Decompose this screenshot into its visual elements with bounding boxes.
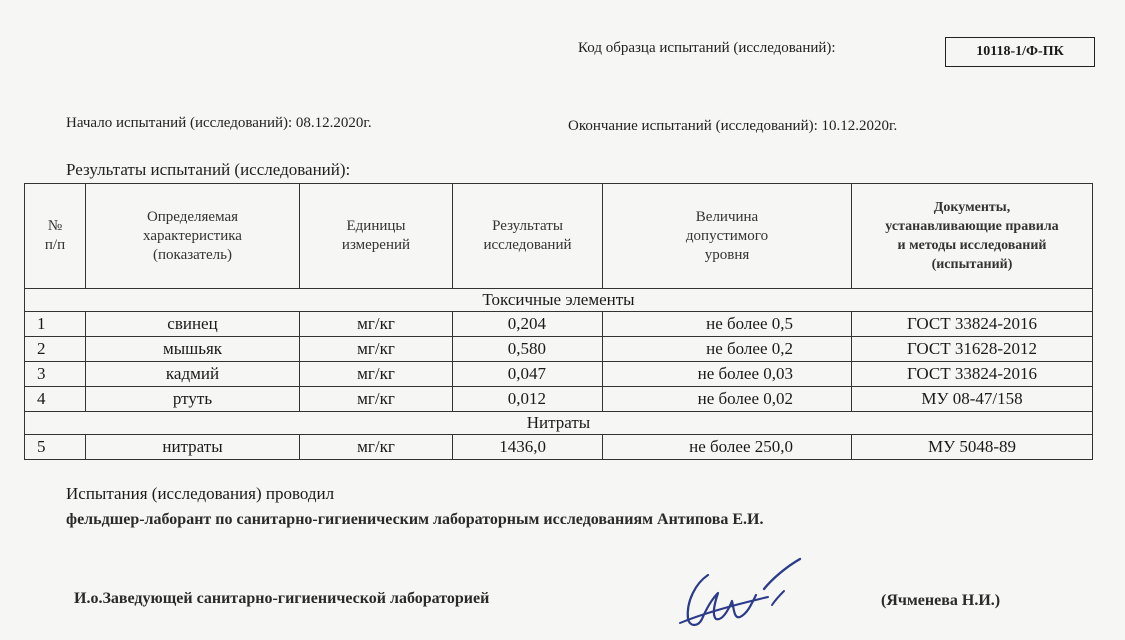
header-line: допустимого: [685, 227, 769, 244]
test-end-date: Окончание испытаний (исследований): 10.12.2020г.: [568, 118, 898, 134]
cell-unit: мг/кг: [300, 362, 453, 387]
cell-name: свинец: [86, 312, 300, 337]
col-header-limit: [603, 184, 852, 289]
cell-doc: МУ 5048-89: [852, 435, 1093, 460]
cell-limit: не более 0,5: [603, 312, 852, 337]
cell-num: 3: [25, 362, 86, 387]
section-title: Токсичные элементы: [25, 289, 1093, 312]
header-line: Определяемая: [146, 208, 239, 225]
cell-name: ртуть: [86, 387, 300, 412]
table-row: [25, 362, 1093, 387]
cell-unit: мг/кг: [300, 387, 453, 412]
section-title: Нитраты: [25, 412, 1093, 435]
cell-limit: не более 0,2: [603, 337, 852, 362]
header-line: (испытаний): [931, 257, 1013, 272]
header-line: (показатель): [153, 246, 232, 263]
cell-num: 1: [25, 312, 86, 337]
cell-value: 1436,0: [453, 435, 603, 460]
col-header-docs: [852, 184, 1093, 289]
section-row: [25, 289, 1093, 312]
col-header-result: [453, 184, 603, 289]
cell-num: 2: [25, 337, 86, 362]
test-start-date: Начало испытаний (исследований): 08.12.2020г.: [66, 115, 372, 131]
header-line: п/п: [44, 237, 66, 253]
cell-value: 0,012: [453, 387, 603, 412]
results-title: Результаты испытаний (исследований):: [66, 160, 351, 179]
section-row: [25, 412, 1093, 435]
cell-doc: ГОСТ 33824-2016: [852, 312, 1093, 337]
header-line: и методы исследований: [897, 238, 1047, 253]
header-line: уровня: [704, 246, 750, 263]
cell-name: нитраты: [86, 435, 300, 460]
header-line: Величина: [695, 208, 759, 225]
results-table: [24, 183, 1093, 460]
cell-value: 0,047: [453, 362, 603, 387]
cell-value: 0,580: [453, 337, 603, 362]
head-of-lab-title: И.о.Заведующей санитарно-гигиенической лабораторией: [74, 590, 490, 607]
col-header-num: [25, 184, 86, 289]
col-header-characteristic: [86, 184, 300, 289]
header-line: устанавливающие правила: [885, 219, 1059, 234]
handwritten-signature: [668, 553, 818, 635]
table-row: [25, 387, 1093, 412]
col-header-units: [300, 184, 453, 289]
cell-limit: не более 250,0: [603, 435, 852, 460]
tester-label: Испытания (исследования) проводил: [66, 484, 335, 503]
cell-doc: МУ 08-47/158: [852, 387, 1093, 412]
header-line: исследований: [483, 237, 572, 253]
table-row: [25, 435, 1093, 460]
sample-code-label: Код образца испытаний (исследований):: [578, 40, 836, 56]
head-of-lab-name: (Ячменева Н.И.): [881, 592, 1001, 609]
cell-limit: не более 0,02: [603, 387, 852, 412]
table-row: [25, 337, 1093, 362]
cell-num: 4: [25, 387, 86, 412]
cell-doc: ГОСТ 31628-2012: [852, 337, 1093, 362]
cell-name: мышьяк: [86, 337, 300, 362]
table-header-row: [25, 184, 1093, 289]
header-line: Единицы: [346, 218, 406, 234]
cell-value: 0,204: [453, 312, 603, 337]
cell-doc: ГОСТ 33824-2016: [852, 362, 1093, 387]
header-line: измерений: [341, 237, 411, 253]
cell-name: кадмий: [86, 362, 300, 387]
cell-limit: не более 0,03: [603, 362, 852, 387]
cell-unit: мг/кг: [300, 337, 453, 362]
header-line: №: [47, 218, 63, 234]
cell-num: 5: [25, 435, 86, 460]
tester-name: фельдшер-лаборант по санитарно-гигиеническим лабораторным исследованиям Антипова Е.И.: [66, 511, 764, 528]
header-line: Документы,: [933, 200, 1011, 215]
sample-code-value: 10118-1/Ф-ПК: [945, 37, 1095, 67]
header-line: Результаты: [492, 218, 563, 234]
cell-unit: мг/кг: [300, 312, 453, 337]
table-row: [25, 312, 1093, 337]
cell-unit: мг/кг: [300, 435, 453, 460]
header-line: характеристика: [143, 227, 242, 244]
